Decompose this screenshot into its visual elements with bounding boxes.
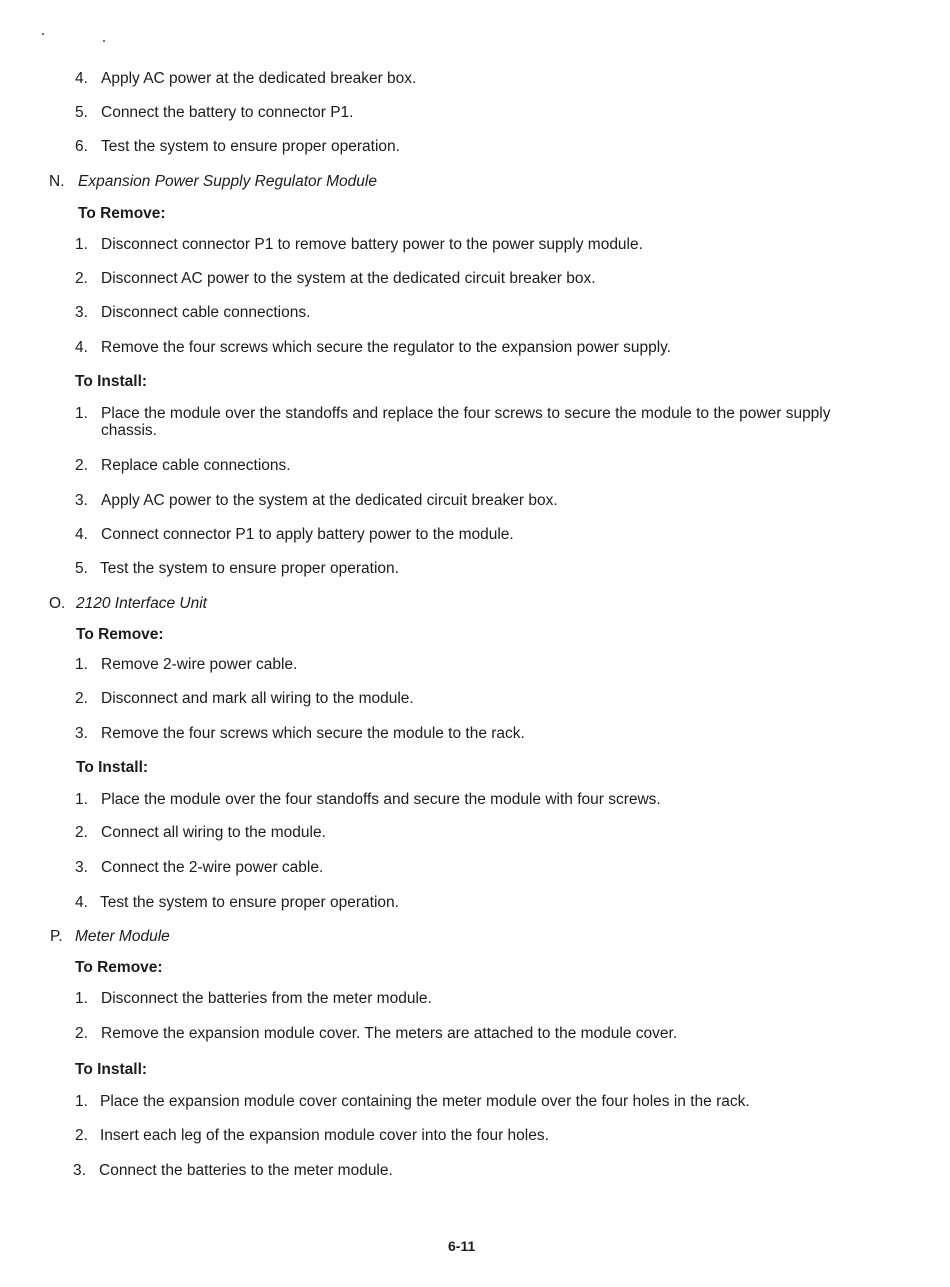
step-number: 3. <box>75 859 88 876</box>
step-text: Place the expansion module cover containing the meter module over the four holes in the rack. <box>100 1093 750 1110</box>
step-number: 3. <box>75 304 88 321</box>
section-title: Expansion Power Supply Regulator Module <box>78 173 377 190</box>
step-text: Test the system to ensure proper operation. <box>100 894 399 911</box>
step-number: 3. <box>75 725 88 742</box>
step-number: 3. <box>73 1162 86 1179</box>
step-text: Remove the four screws which secure the module to the rack. <box>101 725 525 742</box>
step-number: 4. <box>75 894 88 911</box>
step-text: Disconnect cable connections. <box>101 304 311 321</box>
step-text: Connect the battery to connector P1. <box>101 104 354 121</box>
step-text: Disconnect connector P1 to remove battery power to the power supply module. <box>101 236 643 253</box>
remove-heading: To Remove: <box>75 959 163 976</box>
step-number: 5. <box>75 104 88 121</box>
step-number: 3. <box>75 492 88 509</box>
step-number: 2. <box>75 1127 88 1144</box>
remove-heading: To Remove: <box>76 626 164 643</box>
step-text: Apply AC power at the dedicated breaker box. <box>101 70 417 87</box>
step-text-continued: chassis. <box>101 422 157 439</box>
step-text: Test the system to ensure proper operation. <box>100 560 399 577</box>
step-number: 2. <box>75 270 88 287</box>
step-text: Remove 2-wire power cable. <box>101 656 298 673</box>
step-number: 6. <box>75 138 88 155</box>
step-number: 4. <box>75 70 88 87</box>
section-title: 2120 Interface Unit <box>76 595 207 612</box>
step-text: Insert each leg of the expansion module cover into the four holes. <box>100 1127 549 1144</box>
step-text: Remove the four screws which secure the regulator to the expansion power supply. <box>101 339 672 356</box>
step-number: 4. <box>75 339 88 356</box>
section-letter: P. <box>50 928 63 945</box>
scan-speck <box>42 33 44 35</box>
step-text: Place the module over the standoffs and replace the four screws to secure the module to the power supply <box>101 405 831 422</box>
step-text: Disconnect and mark all wiring to the module. <box>101 690 414 707</box>
step-text: Place the module over the four standoffs and secure the module with four screws. <box>101 791 661 808</box>
step-number: 2. <box>75 690 88 707</box>
step-number: 4. <box>75 526 88 543</box>
section-letter: O. <box>49 595 66 612</box>
step-text: Connect the 2-wire power cable. <box>101 859 324 876</box>
step-number: 2. <box>75 457 88 474</box>
step-text: Connect all wiring to the module. <box>101 824 326 841</box>
step-number: 1. <box>75 656 88 673</box>
step-text: Disconnect the batteries from the meter module. <box>101 990 432 1007</box>
page-number: 6-11 <box>448 1238 476 1254</box>
scan-speck <box>103 40 105 42</box>
install-heading: To Install: <box>76 759 149 776</box>
step-text: Remove the expansion module cover. The meters are attached to the module cover. <box>101 1025 678 1042</box>
remove-heading: To Remove: <box>78 205 166 222</box>
step-number: 1. <box>75 1093 88 1110</box>
step-text: Connect connector P1 to apply battery power to the module. <box>101 526 514 543</box>
step-number: 2. <box>75 1025 88 1042</box>
step-number: 5. <box>75 560 88 577</box>
section-letter: N. <box>49 173 65 190</box>
step-text: Replace cable connections. <box>101 457 291 474</box>
step-text: Connect the batteries to the meter module. <box>99 1162 393 1179</box>
step-number: 1. <box>75 791 88 808</box>
step-text: Disconnect AC power to the system at the dedicated circuit breaker box. <box>101 270 596 287</box>
step-text: Test the system to ensure proper operation. <box>101 138 400 155</box>
install-heading: To Install: <box>75 1061 148 1078</box>
step-number: 1. <box>75 990 88 1007</box>
section-title: Meter Module <box>75 928 170 945</box>
step-text: Apply AC power to the system at the dedicated circuit breaker box. <box>101 492 558 509</box>
step-number: 1. <box>75 236 88 253</box>
step-number: 1. <box>75 405 88 422</box>
step-number: 2. <box>75 824 88 841</box>
install-heading: To Install: <box>75 373 148 390</box>
